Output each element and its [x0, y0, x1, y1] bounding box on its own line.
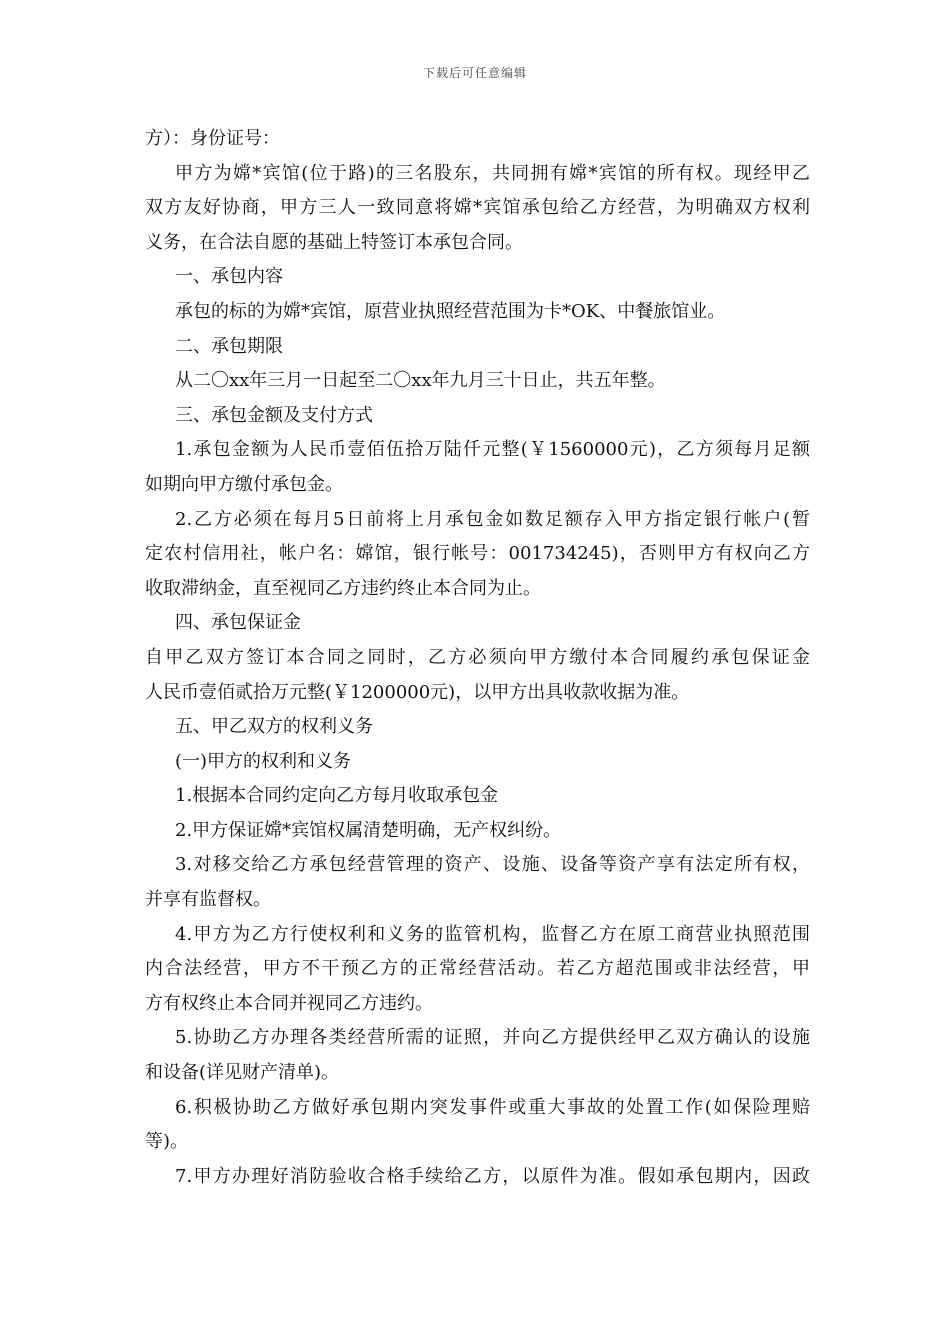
text-line: 2.乙方必须在每月5日前将上月承包金如数足额存入甲方指定银行帐户(暂 [175, 508, 810, 530]
text-line: 6.积极协助乙方做好承包期内突发事件或重大事故的处置工作(如保险理赔 [175, 1096, 810, 1118]
text-line: 1.根据本合同约定向乙方每月收取承包金 [175, 785, 499, 807]
text-line: 三、承包金额及支付方式 [175, 404, 373, 426]
text-line: 二、承包期限 [175, 335, 283, 357]
text-line: 2.甲方保证嫦*宾馆权属清楚明确，无产权纠纷。 [175, 819, 562, 841]
text-line: 等)。 [145, 1131, 189, 1153]
text-line: 一、承包内容 [175, 266, 283, 288]
text-line: 和设备(详见财产清单)。 [145, 1062, 340, 1084]
text-line: 1.承包金额为人民币壹佰伍拾万陆仟元整(￥1560000元)，乙方须每月足额 [175, 439, 810, 461]
text-line: 从二〇xx年三月一日起至二〇xx年九月三十日止，共五年整。 [175, 370, 666, 392]
text-line: 承包的标的为嫦*宾馆，原营业执照经营范围为卡*OK、中餐旅馆业。 [175, 300, 726, 322]
text-line: 并享有监督权。 [145, 889, 271, 911]
text-line: 自甲乙双方签订本合同之同时，乙方必须向甲方缴付本合同履约承包保证金 [145, 646, 810, 668]
text-line: 定农村信用社，帐户名：嫦馆，银行帐号：001734245)，否则甲方有权向乙方 [145, 543, 810, 565]
text-line: 收取滞纳金，直至视同乙方违约终止本合同为止。 [145, 577, 541, 599]
text-line: (一)甲方的权利和义务 [175, 750, 352, 772]
text-line: 7.甲方办理好消防验收合格手续给乙方，以原件为准。假如承包期内，因政 [175, 1165, 810, 1187]
document-body [145, 122, 810, 1194]
text-line: 甲方为嫦*宾馆(位于路)的三名股东，共同拥有嫦*宾馆的所有权。现经甲乙 [175, 162, 810, 184]
text-line: 四、承包保证金 [175, 612, 301, 634]
page-header: 下载后可任意编辑 [422, 66, 527, 80]
text-line: 3.对移交给乙方承包经营管理的资产、设施、设备等资产享有法定所有权， [175, 854, 810, 876]
text-line: 人民币壹佰贰拾万元整(￥1200000元)，以甲方出具收款收据为准。 [145, 681, 690, 703]
text-line: 五、甲乙双方的权利义务 [175, 716, 373, 738]
text-line: 内合法经营，甲方不干预乙方的正常经营活动。若乙方超范围或非法经营，甲 [145, 958, 810, 980]
text-line: 4.甲方为乙方行使权利和义务的监管机构，监督乙方在原工商营业执照范围 [175, 923, 810, 945]
text-line: 双方友好协商，甲方三人一致同意将嫦*宾馆承包给乙方经营，为明确双方权利 [145, 197, 810, 219]
text-line: 义务，在合法自愿的基础上特签订本承包合同。 [145, 231, 523, 253]
text-line: 方）：身份证号： [145, 128, 280, 149]
text-line: 方有权终止本合同并视同乙方违约。 [145, 992, 433, 1014]
text-line: 5.协助乙方办理各类经营所需的证照，并向乙方提供经甲乙双方确认的设施 [175, 1027, 810, 1049]
text-line: 如期向甲方缴付承包金。 [145, 473, 343, 495]
